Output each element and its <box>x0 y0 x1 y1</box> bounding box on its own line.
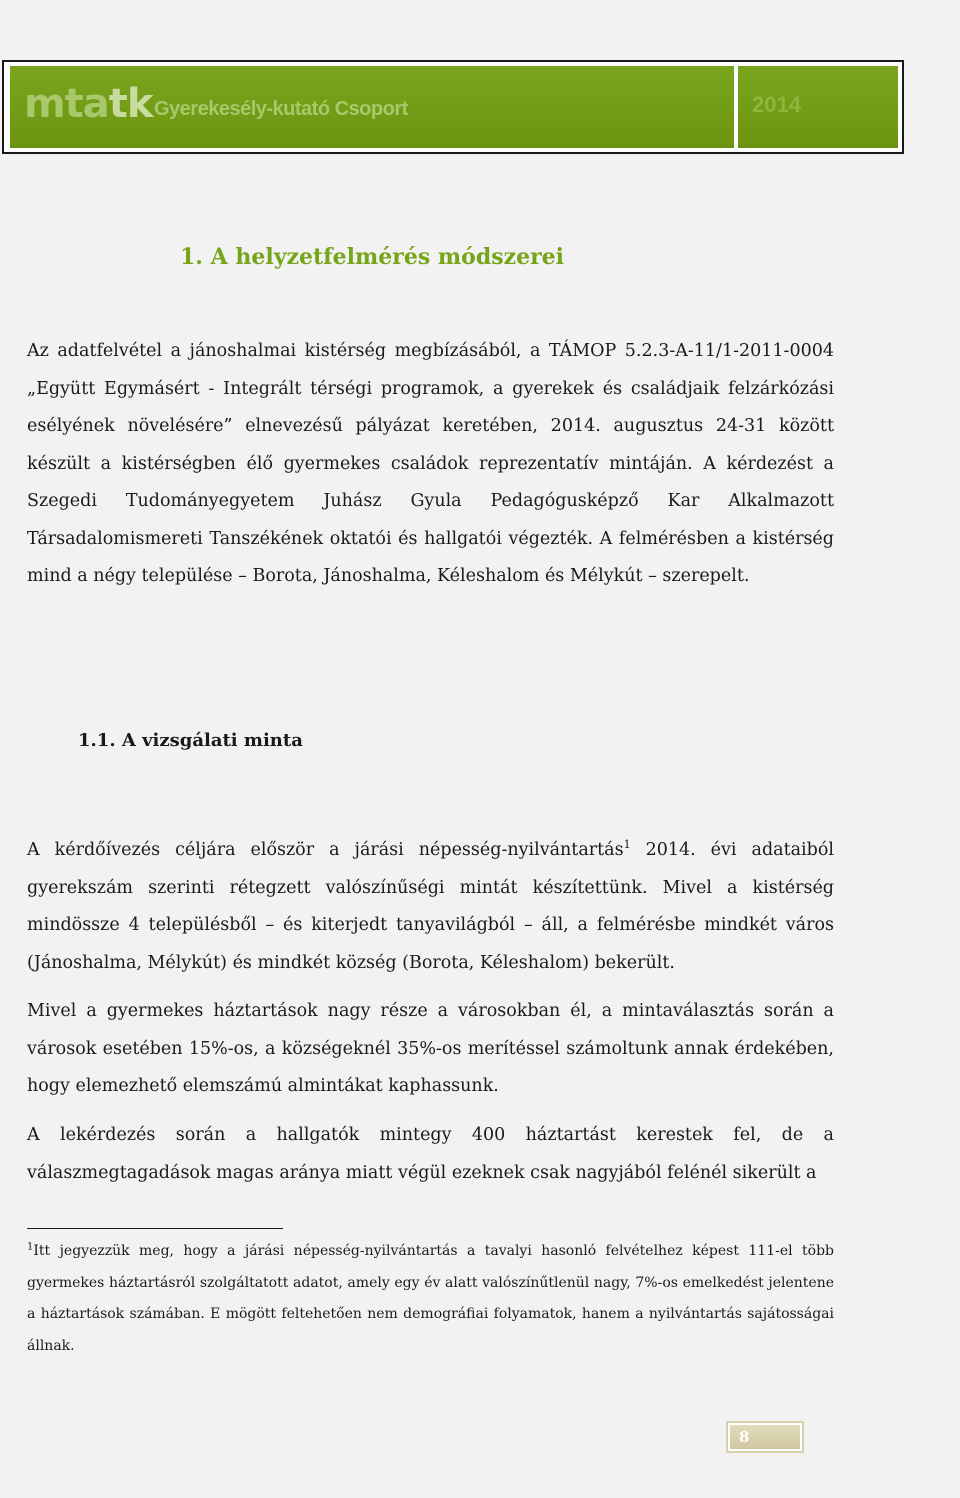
footnote-reference[interactable]: 1 <box>623 838 631 852</box>
footnote-text: Itt jegyezzük meg, hogy a járási népesség-nyilvántartás a tavalyi hasonló felvételhez képest 111-el több gyermekes háztartásról szolgáltatott adatot, amely egy év alatt valószínűtlenül nagy, 7%-os emelkedést jelentene a háztartások számában. E mögött feltehetően nem demográfiai folyamatok, hanem a nyilvántartás sajátosságai állnak. <box>27 1243 834 1354</box>
footnote <box>27 1236 834 1362</box>
page-number-box <box>726 1421 804 1453</box>
intro-paragraph: Az adatfelvétel a jánoshalmai kistérség megbízásából, a TÁMOP 5.2.3-A-11/1-2011-0004 „Együtt Egymásért - Integrált térségi programok, a gyerekek és családjaik felzárkózási esélyének növelésére” elnevezésű pályázat keretében, 2014. augusztus 24-31 között készült a kistérségben élő gyermekes családok reprezentatív mintáján. A kérdezést a Szegedi Tudományegyetem Juhász Gyula Pedagógusképző Kar Alkalmazott Társadalomismereti Tanszékének oktatói és hallgatói végezték. A felmérésben a kistérség mind a négy települése – Borota, Jánoshalma, Kéleshalom és Mélykút – szerepelt. <box>27 341 834 586</box>
sample-paragraph-1: A kérdőívezés céljára először a járási népesség-nyilvántartás$^1$ 2014. évi adataiból gyerekszám szerinti rétegzett valószínűségi mintát készítettünk. Mivel a kistérség mindössze 4 településből – és kiterjedt tanyavilágból – áll, a felmérésbe mindkét város (Jánoshalma, Mélykút) és mindkét község (Borota, Kéleshalom) bekerült. <box>27 838 834 973</box>
mtatk-logo: mtatk <box>24 81 153 127</box>
section-heading: 1. A helyzetfelmérés módszerei <box>180 244 565 270</box>
group-name: Gyerekesély-kutató Csoport <box>154 98 408 120</box>
header-banner <box>2 60 904 154</box>
footnote-marker: 1 <box>27 1241 34 1253</box>
sample-paragraph-3: A lekérdezés során a hallgatók mintegy 400 háztartást kerestek fel, de a válaszmegtagadások magas aránya miatt végül ezeknek csak nagyjából felénél sikerült a <box>27 1125 834 1183</box>
sample-paragraph-2: Mivel a gyermekes háztartások nagy része a városokban él, a mintaválasztás során a városok esetében 15%-os, a községeknél 35%-os merítéssel számoltunk annak érdekében, hogy elemezhető elemszámú almintákat kaphassunk. <box>27 1001 834 1096</box>
banner-year-panel <box>738 66 898 148</box>
banner-main-panel <box>10 66 734 148</box>
subsection-heading: 1.1. A vizsgálati minta <box>78 730 303 751</box>
footnote-divider <box>27 1228 283 1229</box>
page-number: 8 <box>739 1428 750 1446</box>
banner-year: 2014 <box>752 92 801 117</box>
